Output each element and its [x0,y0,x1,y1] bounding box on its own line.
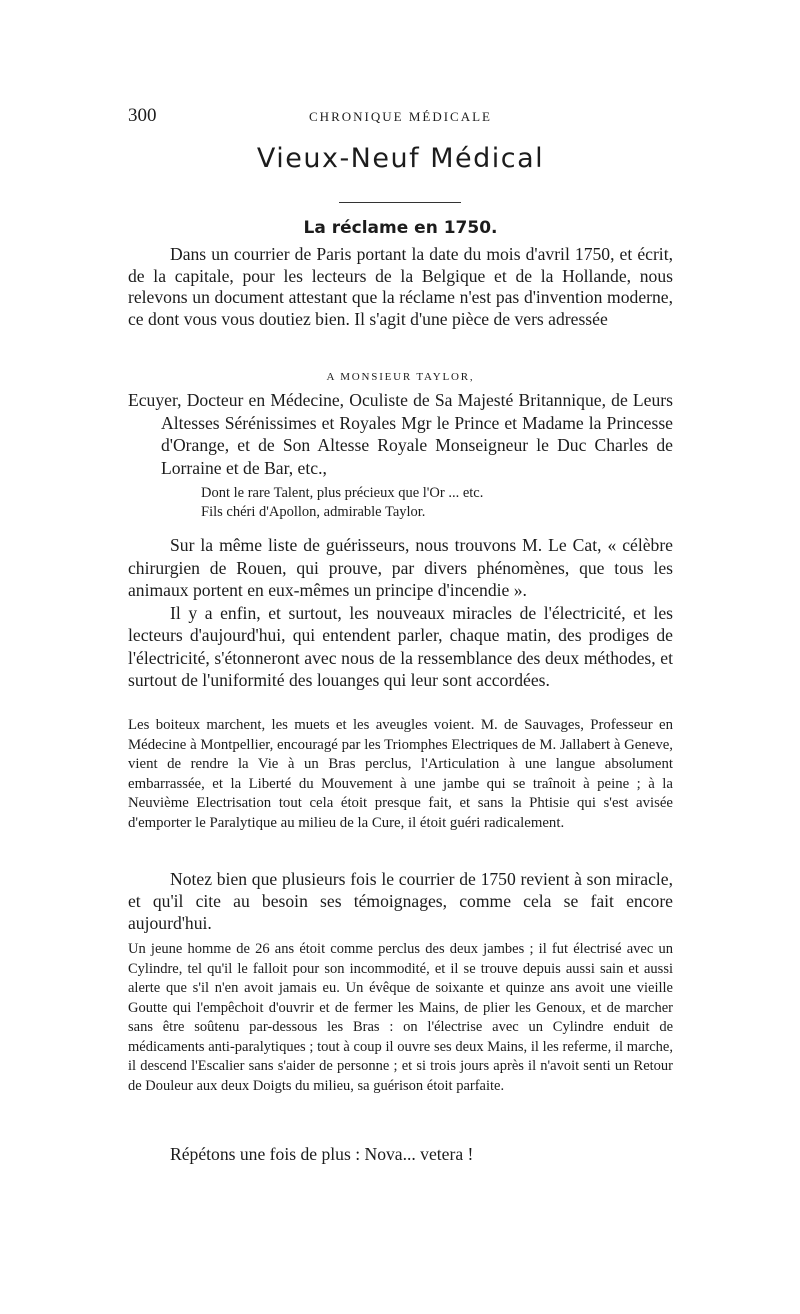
dedication-block [128,389,673,479]
paragraph-intro: Dans un courrier de Paris portant la date du mois d'avril 1750, et écrit, de la capitale, pour les lecteurs de la Belgique et de la Hollande, nous relevons un document attestant que la réclame n'est pas d'invention moderne, ce dont vous vous doutiez bien. Il s'agit d'une pièce de vers adressée [128,244,673,329]
running-title: CHRONIQUE MÉDICALE [309,109,492,124]
article-heading: La réclame en 1750. [303,218,498,238]
body-block-2 [128,534,673,692]
running-head [128,105,673,135]
dedication-text: Ecuyer, Docteur en Médecine, Oculiste de Sa Majesté Britannique, de Leurs Altesses Sérénissimes et Royales Mgr le Prince et Madame la Princesse d'Orange, et de Son Altesse Royale Monseigneur le Duc Charles de Lorraine et de Bar, etc., [128,390,673,478]
quote-block-2 [128,940,673,1096]
verse-line-1: Dont le rare Talent, plus précieux que l'Or ... etc. [201,485,484,501]
quote-cylindre: Un jeune homme de 26 ans étoit comme perclus des deux jambes ; il fut électrisé avec un Cylindre, tel qu'il le falloit pour son incommodité, et il se trouve depuis aussi sain et aussi alerte que s'il n'en avoit jamais eu. Un évêque de soixante et quinze ans avoit une vieille Goutte qui l'empêchoit d'ouvrir et de fermer les Mains, de plier les Genoux, et de marcher sans être soûtenu par-dessous les Bras : on l'électrise avec un Cylindre enduit de médicaments anti-paralytiques ; tout à coup il ouvre ses deux Mains, il les referme, il marche, il descend l'Escalier sans s'aider de personne ; et si trois jours après il n'avoit senti un Retour de Douleur aux deux Doigts du milieu, sa guérison étoit parfaite. [128,941,673,1094]
closing-block [128,1143,673,1165]
title-rule [339,202,461,203]
quote-block-1 [128,716,673,833]
closing-line: Répétons une fois de plus : Nova... vetera ! [170,1144,474,1164]
page-number: 300 [128,105,157,126]
intro-block [128,244,673,330]
paragraph-electricity: Il y a enfin, et surtout, les nouveaux miracles de l'électricité, et les lecteurs d'aujourd'hui, qui entendent parler, chaque matin, des prodiges de l'électricité, s'étonneront avec nous de la ressemblance des deux méthodes, et surtout de l'uniformité des louanges qui leur sont accordées. [128,602,673,690]
verse-block [201,484,621,521]
verse-line-2: Fils chéri d'Apollon, admirable Taylor. [201,503,426,520]
body-block-3 [128,868,673,934]
paragraph-notez: Notez bien que plusieurs fois le courrier de 1750 revient à son miracle, et qu'il cite au besoin ses témoignages, comme cela se fait encore aujourd'hui. [128,869,673,933]
dedication-label: A MONSIEUR TAYLOR, [326,371,475,383]
section-title: Vieux-Neuf Médical [256,143,545,174]
paragraph-le-cat: Sur la même liste de guérisseurs, nous trouvons M. Le Cat, « célèbre chirurgien de Rouen, qui prouve, par divers phénomènes, que tous les animaux portent en eux-mêmes un principe d'incendie ». [128,535,673,600]
quote-sauvages: Les boiteux marchent, les muets et les aveugles voient. M. de Sauvages, Professeur en Médecine à Montpellier, encouragé par les Triomphes Electriques de M. Jallabert à Geneve, vient de rendre la Vie à un Bras perclus, l'Articulation à une langue absolument embarrassée, et la Liberté du Mouvement à une jambe qui se traînoit à peine ; à la Neuvième Electrisation tout cela étoit presque fait, et sans la Phtisie qui s'est avisée d'emporter le Paralytique au milieu de la Cure, il étoit guéri radicalement. [128,717,673,831]
